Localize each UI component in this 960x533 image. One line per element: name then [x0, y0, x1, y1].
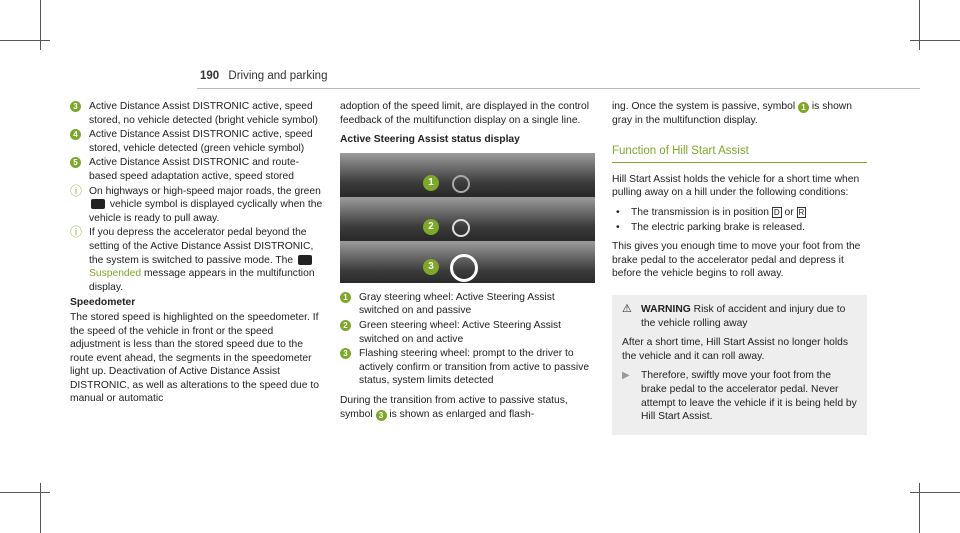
bullet-item [612, 206, 867, 220]
text: During the transition from active to passive status, symbol [340, 394, 568, 420]
legend-text: Flashing steering wheel: prompt to the driver to actively confirm or transition from active to passive status, system limits detected [359, 348, 590, 387]
bullet-item [612, 221, 867, 235]
column-2 [340, 100, 596, 421]
crop-mark [40, 483, 41, 533]
steering-wheel-icon [452, 219, 470, 237]
subheading-speedometer: Speedometer [70, 297, 136, 309]
list-item [70, 100, 326, 127]
gear-r-icon: R [798, 207, 805, 217]
warning-header [622, 303, 857, 330]
callout-2: 2 [423, 219, 439, 235]
crop-mark [910, 40, 960, 41]
steering-wheel-icon [452, 175, 470, 193]
steering-wheel-icon [450, 254, 478, 282]
callout-1: 1 [798, 102, 809, 113]
callout-4: 4 [70, 129, 81, 140]
page-header [200, 70, 327, 82]
item-text: Active Distance Assist DISTRONIC and route-based speed adaptation active, speed stored [89, 157, 300, 182]
info-icon: ⓘ [70, 183, 83, 198]
gear-d-icon: D [773, 207, 780, 217]
action-text: Therefore, swiftly move your foot from the brake pedal to the accelerator pedal. Never attempt to leave the vehicle if it is being held by Hill Start Assist. [641, 370, 857, 423]
info-text: On highways or high-speed major roads, the green [89, 185, 321, 197]
callout-1: 1 [423, 175, 439, 191]
list-item [70, 128, 326, 155]
info-note [70, 226, 326, 294]
warning-icon: ⚠ [622, 302, 632, 315]
item-text: Active Distance Assist DISTRONIC active, speed stored, vehicle detected (green vehicle symbol) [89, 129, 313, 154]
warning-box [612, 295, 867, 435]
list-item [70, 156, 326, 183]
crop-mark [0, 492, 50, 493]
bullet-icon: • [616, 221, 620, 233]
info-text: If you depress the accelerator pedal beyond the setting of the Active Distance Assist DISTRONIC, the system is switched to passive mode. The [89, 227, 314, 266]
text: ing. Once the system is passive, symbol [612, 101, 796, 112]
warning-title: WARNING [641, 303, 691, 315]
crop-mark [919, 0, 920, 50]
callout-1: 1 [340, 292, 351, 303]
legend-item [340, 319, 596, 346]
continued-text [612, 100, 867, 127]
column-3 [612, 100, 867, 435]
section-heading-hill-start: Function of Hill Start Assist [612, 145, 867, 163]
legend-item [340, 347, 596, 388]
subheading-steering: Active Steering Assist status display [340, 134, 520, 146]
action-item [622, 369, 857, 423]
crop-mark [919, 483, 920, 533]
legend-item [340, 291, 596, 318]
info-text: message appears in the multifunction display. [89, 268, 315, 293]
steering-status-illustration [340, 153, 595, 283]
text: The electric parking brake is released. [631, 221, 805, 233]
item-text: Active Distance Assist DISTRONIC active, speed stored, no vehicle detected (bright vehicle symbol) [89, 101, 318, 126]
page-number: 190 [200, 70, 220, 82]
info-text: vehicle symbol is displayed cyclically when the vehicle is ready to pull away. [89, 199, 323, 224]
callout-5: 5 [70, 157, 81, 168]
section-title: Driving and parking [228, 70, 328, 82]
legend-text: Green steering wheel: Active Steering Assist switched on and active [359, 319, 562, 345]
info-note [70, 185, 326, 226]
text: The transmission is in position [631, 206, 769, 218]
vehicle-symbol-icon [91, 199, 105, 209]
vehicle-symbol-icon [298, 255, 312, 265]
warning-head: Risk of accident and injury due to the vehicle rolling away [641, 303, 846, 329]
text: is shown gray in the multifunction display. [612, 101, 852, 126]
callout-3: 3 [340, 348, 351, 359]
arrow-icon: ▶ [622, 370, 630, 382]
text: is shown as enlarged and flash- [389, 408, 535, 420]
continued-text: adoption of the speed limit, are displayed in the control feedback of the multifunction display on a single line. [340, 101, 589, 126]
callout-3: 3 [423, 259, 439, 275]
transition-text [340, 394, 596, 421]
paragraph: This gives you enough time to move your foot from the brake pedal to the accelerator pedal and depress it before the vehicle begins to roll away. [612, 241, 861, 280]
bullet-icon: • [616, 206, 620, 218]
crop-mark [0, 40, 50, 41]
header-rule [197, 88, 920, 89]
crop-mark [910, 492, 960, 493]
callout-3: 3 [70, 101, 81, 112]
callout-3: 3 [376, 410, 387, 421]
suspended-label: Suspended [89, 268, 142, 280]
crop-mark [40, 0, 41, 50]
speedometer-text: The stored speed is highlighted on the speedometer. If the speed of the vehicle in front or the speed adjustment is less than the stored speed due to the route event ahead, the segments in the speedometer light up. Deactivation of Active Distance Assist DISTRONIC, as well as alterations to the speed due to manual or automatic [70, 311, 319, 405]
legend-text: Gray steering wheel: Active Steering Assist switched on and passive [359, 291, 555, 317]
info-icon: ⓘ [70, 225, 83, 240]
column-1 [70, 100, 326, 406]
intro-text: Hill Start Assist holds the vehicle for a short time when pulling away on a hill under the following conditions: [612, 173, 860, 199]
warning-text: After a short time, Hill Start Assist no longer holds the vehicle and it can roll away. [622, 337, 849, 362]
text: or [784, 206, 794, 218]
callout-2: 2 [340, 320, 351, 331]
